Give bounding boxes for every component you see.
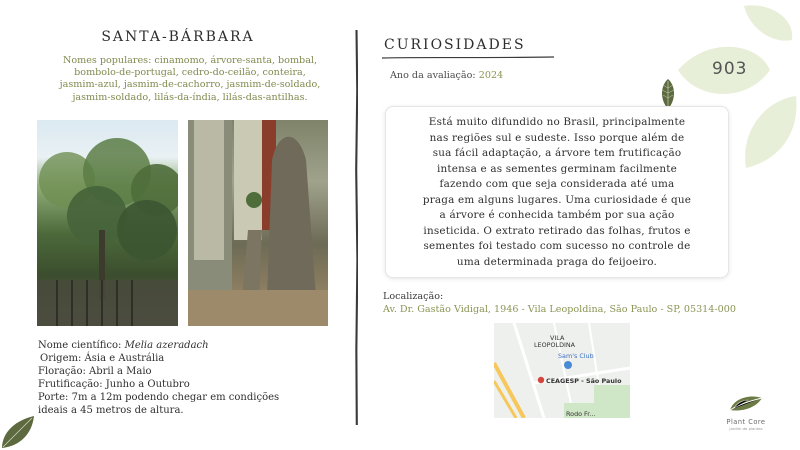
map-label-sams: Sam's Club: [558, 352, 594, 360]
species-details: [38, 339, 279, 417]
scientific-name-row: Nome científico: Melia azeradach: [38, 340, 209, 351]
map-label-road: Rodo Fr...: [566, 410, 596, 418]
location-label: Localização:: [383, 291, 444, 302]
map-label-ceagesp: CEAGESP - São Paulo: [546, 377, 622, 385]
vertical-divider: [355, 30, 358, 425]
logo-name: Plant Core: [726, 418, 766, 426]
location-map[interactable]: [494, 323, 630, 418]
species-title: SANTA-BÁRBARA: [101, 29, 255, 45]
plant-core-logo: [718, 392, 774, 431]
curiosity-card: [385, 106, 729, 278]
scientific-name: Melia azeradach: [124, 340, 209, 351]
size-row-1: Porte: 7m a 12m podendo chegar em condições: [38, 392, 280, 403]
logo-tagline: jardim de plantas: [729, 426, 763, 431]
corner-leaf-icon: [0, 414, 36, 450]
tree-trunk-photo: [188, 120, 328, 326]
popular-names: Nomes populares: cinamomo, árvore-santa, bombal, bombolo-de-portugal, cedro-do-ceilão, conteira, jasmim-azul, jasmim-de-cachorro, jasmim-de-soldado, jasmim-soldado, lilás-da-índia, lilás-das-antilhas.: [59, 55, 321, 103]
map-label-vila: VILA: [550, 334, 565, 342]
size-row-2: ideais a 45 metros de altura.: [38, 405, 184, 416]
logo-leaf-icon: [726, 392, 766, 414]
evaluation-year: Ano da avaliação: 2024: [390, 70, 504, 81]
curiosity-text: Está muito difundido no Brasil, principalmente nas regiões sul e sudeste. Isso porque além de sua fácil adaptação, a árvore tem frutificação intensa e as sementes germinam facilmente fazendo com que seja considerada até uma praga em alguns lugares. Uma curiosidade é que a árvore é conhecida também por sua ação inseticida. O extrato retirado das folhas, frutos e sementes foi testado com sucesso no controle de uma determinada praga do feijoeiro.: [422, 116, 692, 268]
tree-trunk-illustration: [188, 120, 328, 326]
curiosities-title: CURIOSIDADES: [384, 37, 526, 53]
tree-canopy-photo: [37, 120, 178, 326]
location-address[interactable]: Av. Dr. Gastão Vidigal, 1946 - Vila Leopoldina, São Paulo - SP, 05314-000: [383, 304, 736, 315]
origin-row: Origem: Ásia e Austrália: [40, 353, 165, 364]
tree-canopy-illustration: [37, 120, 178, 326]
title-underline: [382, 56, 554, 59]
fruiting-row: Frutificação: Junho a Outubro: [38, 379, 190, 390]
tree-number-badge: 903: [712, 59, 748, 79]
map-label-leopoldina: LEOPOLDINA: [534, 341, 576, 349]
flowering-row: Floração: Abril a Maio: [38, 366, 152, 377]
